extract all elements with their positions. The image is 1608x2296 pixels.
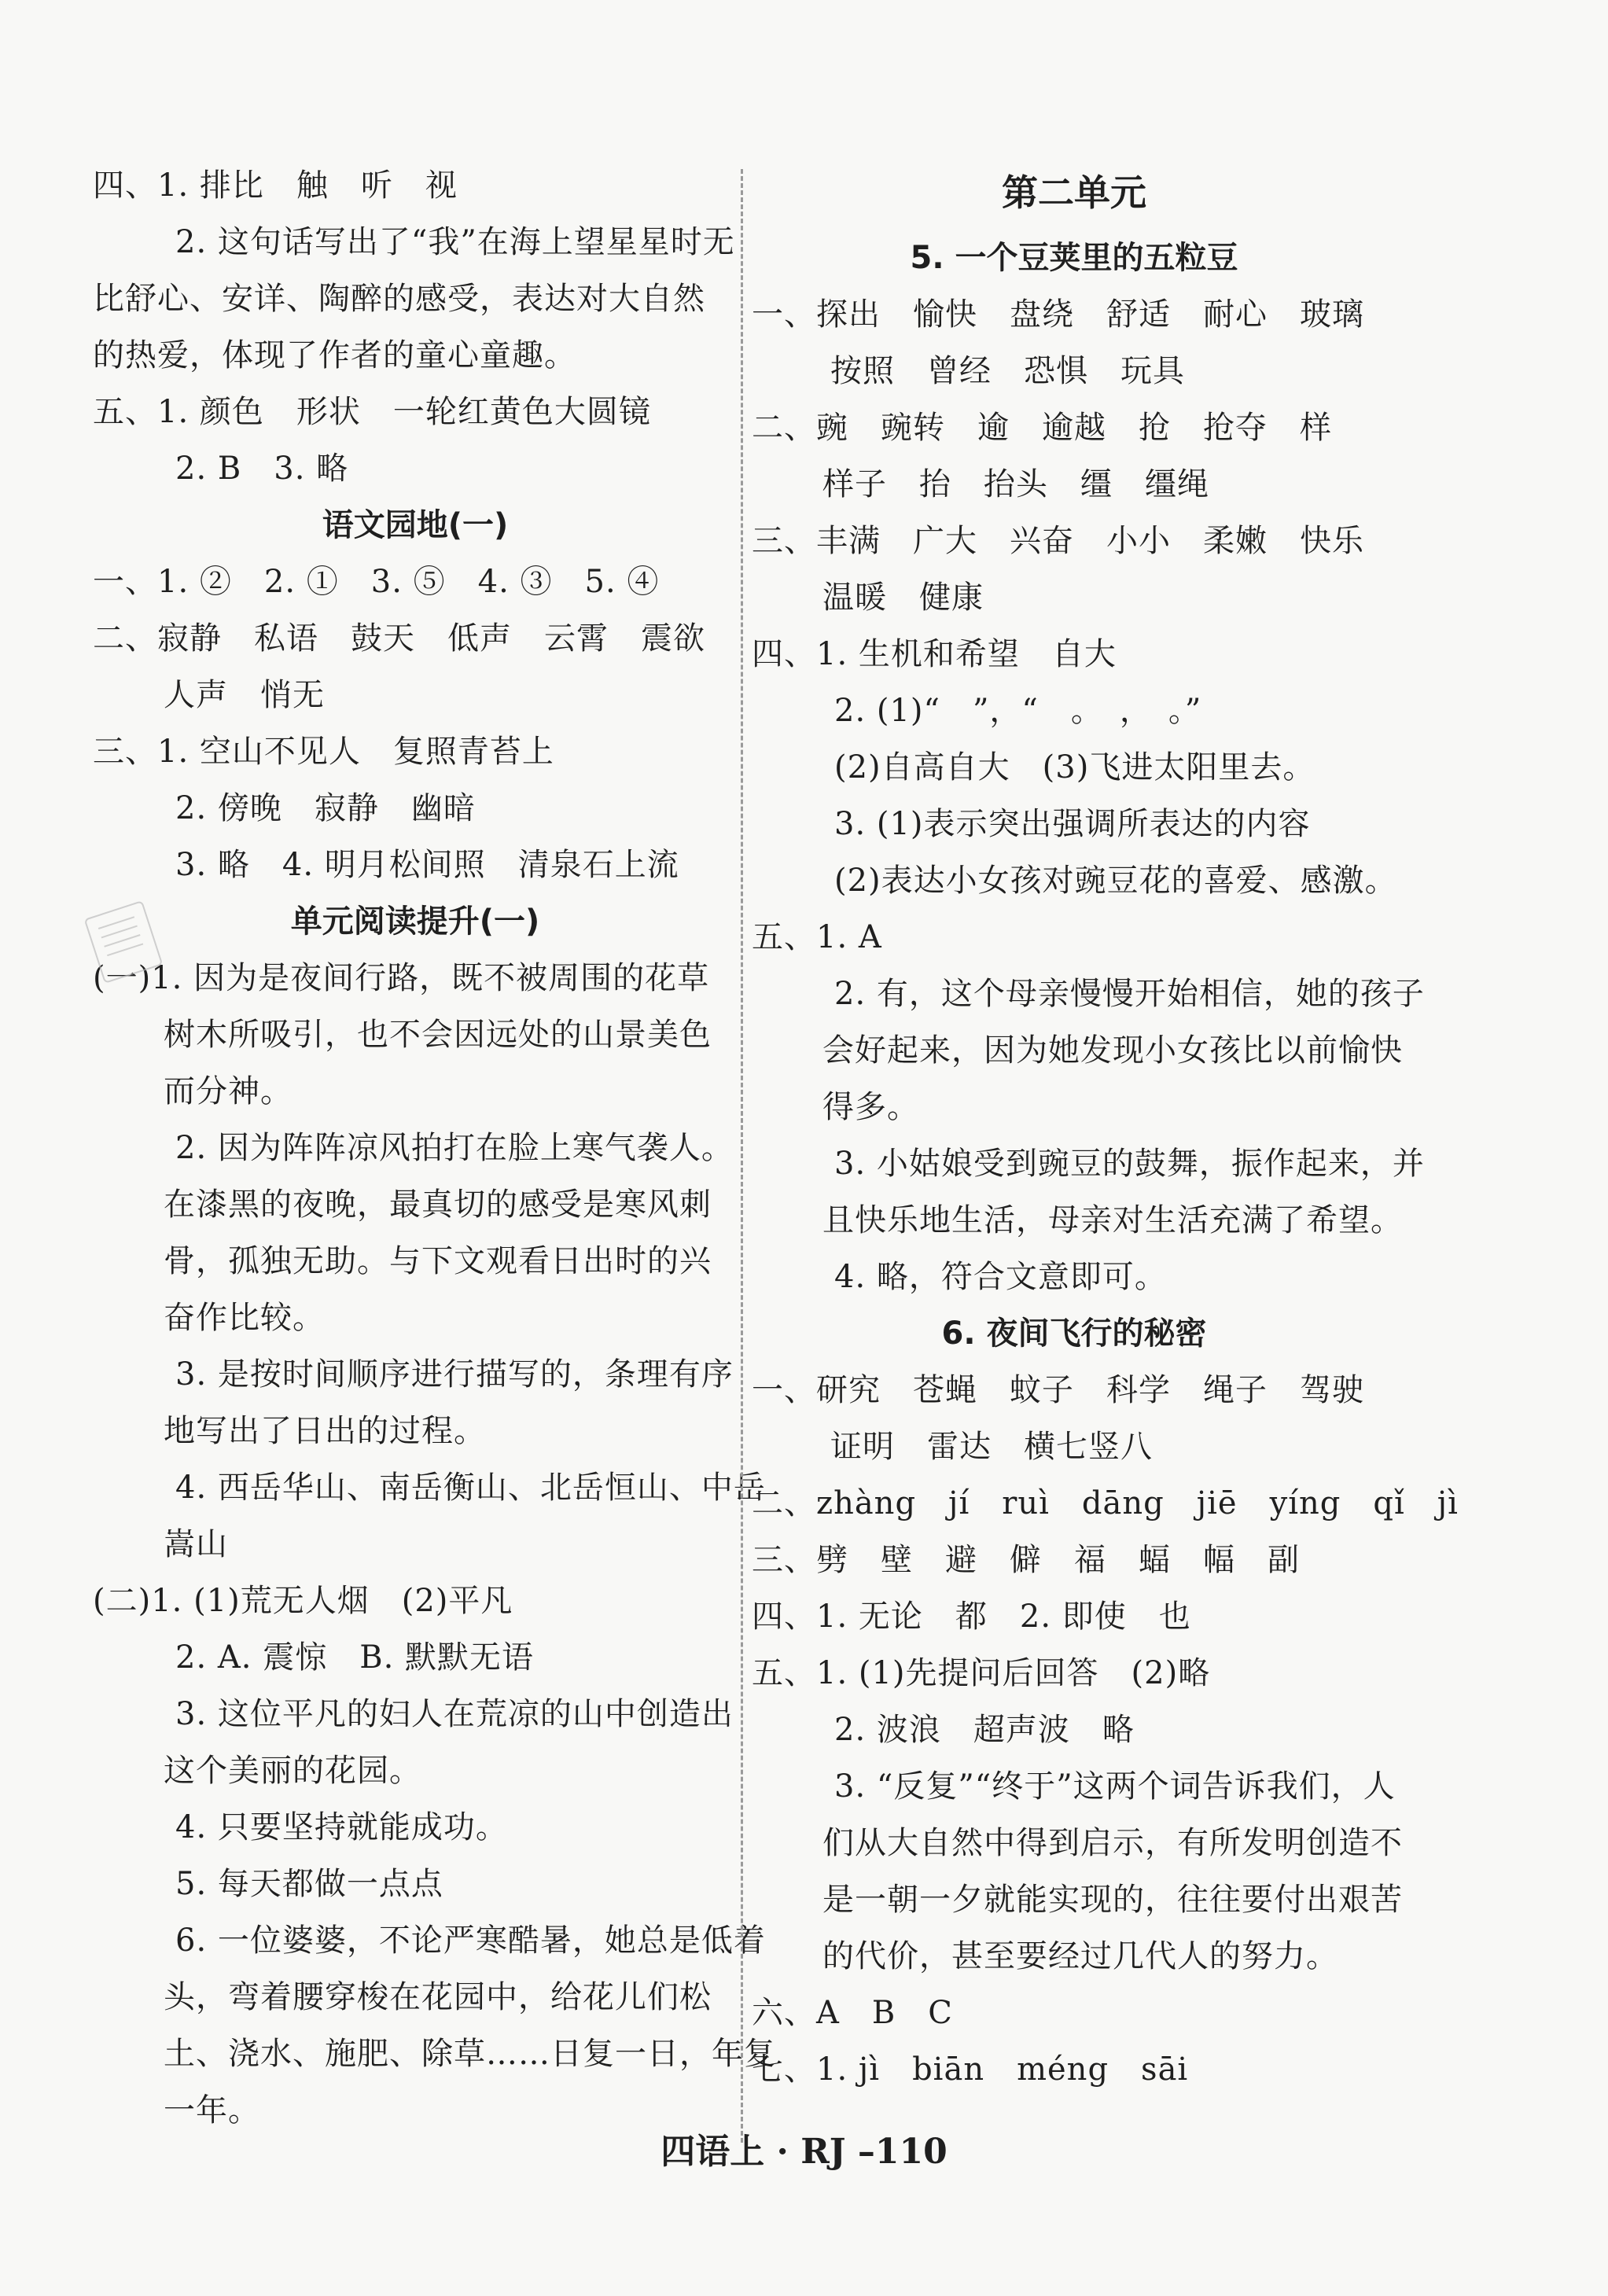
answer-line: 四、1. 无论 都 2. 即使 也 bbox=[752, 1599, 1191, 1635]
answer-line: (2)表达小女孩对豌豆花的喜爱、感激。 bbox=[834, 863, 1397, 899]
answer-line: 2. 这句话写出了“我”在海上望星星时无 bbox=[175, 224, 735, 260]
answer-line: 人声 悄无 bbox=[164, 677, 325, 713]
answer-line: 4. 只要坚持就能成功。 bbox=[175, 1809, 508, 1845]
section-heading: 单元阅读提升(一) bbox=[290, 903, 540, 940]
answer-line: 在漆黑的夜晚，最真切的感受是寒风刺 bbox=[164, 1187, 712, 1223]
answer-line: 是一朝一夕就能实现的，往往要付出艰苦 bbox=[822, 1882, 1403, 1918]
answer-line: 的热爱，体现了作者的童心童趣。 bbox=[93, 337, 576, 373]
right-column bbox=[752, 157, 1459, 2098]
answer-line: 3. “反复”“终于”这两个词告诉我们，人 bbox=[834, 1768, 1396, 1805]
answer-line: 2. 有，这个母亲慢慢开始相信，她的孩子 bbox=[834, 976, 1425, 1012]
answer-line: 3. 这位平凡的妇人在荒凉的山中创造出 bbox=[175, 1696, 734, 1732]
answer-line: 2. A. 震惊 B. 默默无语 bbox=[175, 1639, 535, 1676]
answer-line: 比舒心、安详、陶醉的感受，表达对大自然 bbox=[93, 281, 705, 317]
answer-line: 3. 小姑娘受到豌豆的鼓舞，振作起来，并 bbox=[834, 1146, 1425, 1182]
answer-line: 六、A B C bbox=[752, 1995, 953, 2031]
answer-line: 4. 西岳华山、南岳衡山、北岳恒山、中岳 bbox=[175, 1470, 766, 1506]
left-column bbox=[93, 157, 776, 2139]
answer-line: 2. 傍晚 寂静 幽暗 bbox=[175, 790, 476, 826]
column-divider bbox=[741, 169, 743, 2143]
answer-line: 四、1. 排比 触 听 视 bbox=[93, 167, 458, 204]
answer-line: 会好起来，因为她发现小女孩比以前愉快 bbox=[822, 1032, 1403, 1069]
answer-line: 6. 一位婆婆，不论严寒酷暑，她总是低着 bbox=[175, 1923, 766, 1959]
answer-line: 而分神。 bbox=[164, 1073, 293, 1109]
answer-line: (2)自高自大 (3)飞进太阳里去。 bbox=[834, 749, 1315, 786]
answer-line: 五、1. A bbox=[752, 919, 882, 955]
answer-line: 土、浇水、施肥、除草……日复一日，年复 bbox=[164, 2036, 776, 2072]
answer-line: 一、探出 愉快 盘绕 舒适 耐心 玻璃 bbox=[752, 296, 1364, 333]
answer-line: 这个美丽的花园。 bbox=[164, 1753, 421, 1789]
answer-line: 二、寂静 私语 鼓天 低声 云霄 震欲 bbox=[93, 620, 705, 657]
answer-line: 4. 略，符合文意即可。 bbox=[834, 1259, 1167, 1295]
answer-line: 头，弯着腰穿梭在花园中，给花儿们松 bbox=[164, 1979, 712, 2015]
answer-line: 2. B 3. 略 bbox=[175, 451, 349, 487]
answer-line: 三、丰满 广大 兴奋 小小 柔嫩 快乐 bbox=[752, 523, 1364, 559]
answer-line: 二、豌 豌转 逾 逾越 抢 抢夺 样 bbox=[752, 410, 1332, 446]
answer-line: (二)1. (1)荒无人烟 (2)平凡 bbox=[93, 1583, 513, 1619]
answer-line: 五、1. (1)先提问后回答 (2)略 bbox=[752, 1655, 1211, 1691]
answer-line: 3. (1)表示突出强调所表达的内容 bbox=[834, 806, 1311, 842]
answer-line: 们从大自然中得到启示，有所发明创造不 bbox=[822, 1825, 1403, 1861]
answer-line: 一、1. ② 2. ① 3. ⑤ 4. ③ 5. ④ bbox=[93, 564, 660, 600]
section-heading: 第二单元 bbox=[1002, 171, 1146, 214]
section-heading: 5. 一个豆荚里的五粒豆 bbox=[910, 240, 1238, 276]
answer-line: 温暖 健康 bbox=[822, 580, 984, 616]
answer-line: 二、zhàng jí ruì dāng jiē yíng qǐ jì bbox=[752, 1485, 1459, 1521]
answer-line: 嵩山 bbox=[164, 1526, 228, 1562]
answer-line: 2. 波浪 超声波 略 bbox=[834, 1712, 1135, 1748]
answer-line: 的代价，甚至要经过几代人的努力。 bbox=[822, 1938, 1338, 1974]
answer-line: 2. (1)“ ”，“ 。 ， 。” bbox=[834, 693, 1202, 729]
answer-line: 奋作比较。 bbox=[164, 1300, 325, 1336]
answer-line: 一、研究 苍蝇 蚊子 科学 绳子 驾驶 bbox=[752, 1372, 1364, 1408]
answer-line: (一)1. 因为是夜间行路，既不被周围的花草 bbox=[93, 960, 710, 996]
answer-line: 一年。 bbox=[164, 2092, 260, 2129]
answer-line: 2. 因为阵阵凉风拍打在脸上寒气袭人。 bbox=[175, 1130, 734, 1166]
answer-line: 得多。 bbox=[822, 1089, 919, 1125]
answer-line: 3. 略 4. 明月松间照 清泉石上流 bbox=[175, 847, 679, 883]
answer-line: 七、1. jì biān méng sāi bbox=[752, 2051, 1189, 2088]
page-footer: 四语上 · RJ –110 bbox=[660, 2132, 948, 2172]
answer-line: 证明 雷达 横七竖八 bbox=[830, 1429, 1153, 1465]
section-heading: 语文园地(一) bbox=[322, 507, 509, 543]
section-heading: 6. 夜间飞行的秘密 bbox=[941, 1315, 1207, 1352]
answer-line: 五、1. 颜色 形状 一轮红黄色大圆镜 bbox=[93, 394, 651, 430]
answer-line: 三、劈 壁 避 僻 福 蝠 幅 副 bbox=[752, 1542, 1300, 1578]
answer-line: 且快乐地生活，母亲对生活充满了希望。 bbox=[822, 1202, 1403, 1238]
answer-line: 3. 是按时间顺序进行描写的，条理有序 bbox=[175, 1356, 734, 1393]
answer-line: 5. 每天都做一点点 bbox=[175, 1866, 443, 1902]
answer-line: 样子 抬 抬头 缰 缰绳 bbox=[822, 466, 1209, 502]
answer-line: 树木所吸引，也不会因远处的山景美色 bbox=[164, 1017, 712, 1053]
answer-line: 按照 曾经 恐惧 玩具 bbox=[830, 353, 1185, 389]
answer-line: 四、1. 生机和希望 自大 bbox=[752, 636, 1117, 672]
answer-line: 骨，孤独无助。与下文观看日出时的兴 bbox=[164, 1243, 712, 1279]
answer-line: 地写出了日出的过程。 bbox=[164, 1413, 486, 1449]
answer-line: 三、1. 空山不见人 复照青苔上 bbox=[93, 734, 554, 770]
